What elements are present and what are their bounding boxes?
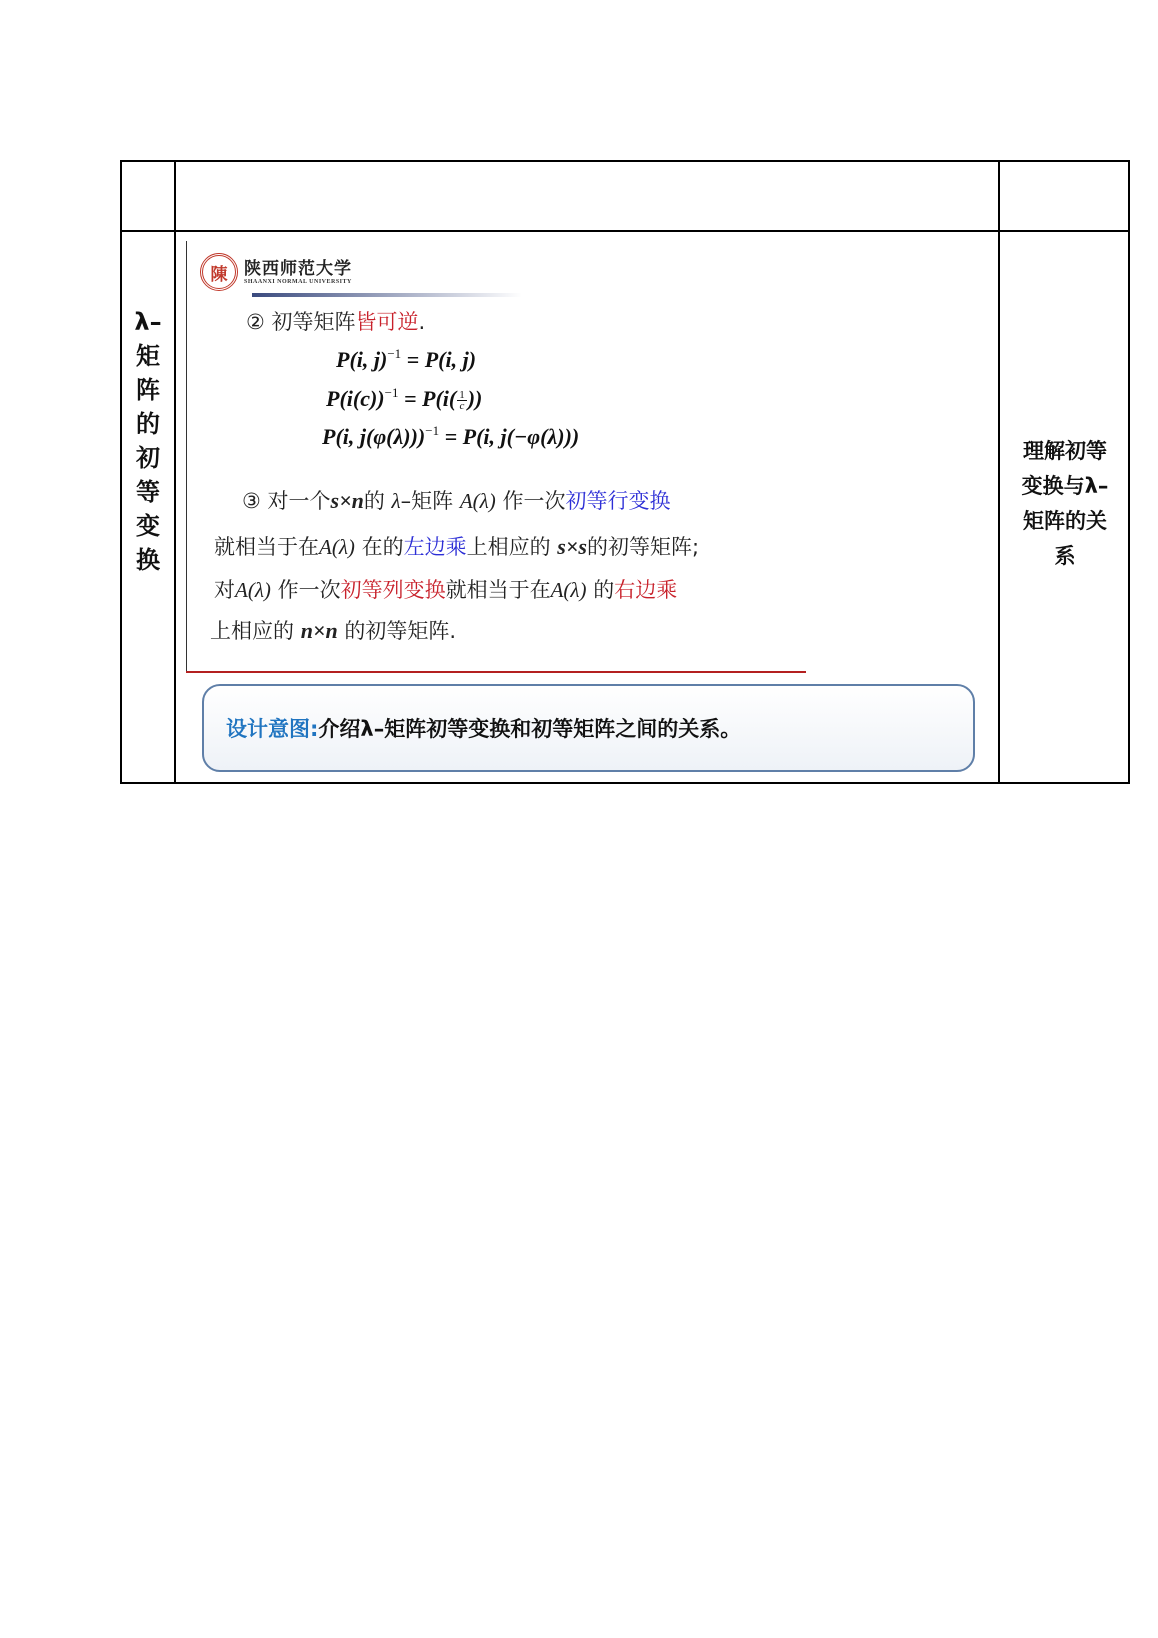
formula-swap: P(i, j)$^{-1}$ = P(i, j) <box>336 346 477 372</box>
topic-char: 矩 <box>136 342 160 370</box>
topic-cell <box>122 305 174 577</box>
topic-char: 的 <box>136 410 160 438</box>
goal-line: 矩阵的关 <box>1023 509 1107 533</box>
topic-char: 阵 <box>136 376 160 404</box>
column-divider <box>174 162 176 782</box>
design-intent-label: 设计意图: <box>226 717 319 741</box>
item-3-line-2: 就相当于在A(λ) 在的左边乘上相应的 s×s的初等矩阵; <box>214 534 700 559</box>
item-3-line-1: ③ 对一个s×n的 λ–矩阵 A(λ) 作一次初等行变换 <box>242 488 671 513</box>
topic-char: 换 <box>136 546 160 574</box>
topic-char: λ– <box>134 308 162 336</box>
goal-line: 理解初等 <box>1023 439 1107 463</box>
formula-scale: $P(i(c))^{-1} = P(i$( $\frac{1}{c}$ )) <box>326 385 483 413</box>
goal-line: 系 <box>1054 544 1076 568</box>
item-2: ② 初等矩阵皆可逆. <box>246 310 426 334</box>
logo-underline <box>252 293 522 297</box>
item-3-line-3: 对A(λ) 作一次初等列变换就相当于在A(λ) 的右边乘 <box>214 578 678 602</box>
emphasis-invertible: 皆可逆 <box>355 310 419 334</box>
goal-line: 变换与λ– <box>1021 474 1109 498</box>
topic-char: 变 <box>136 512 160 540</box>
logo-name-cn: 陕西师范大学 <box>244 259 352 279</box>
logo-name-en: SHAANXI NORMAL UNIVERSITY <box>244 279 352 285</box>
row-divider <box>122 230 1128 232</box>
slide-bottom-rule <box>186 671 806 673</box>
design-intent-text: 介绍λ–矩阵初等变换和初等矩阵之间的关系。 <box>318 717 742 741</box>
slide-left-rule <box>186 241 187 673</box>
university-seal-icon: 陳 <box>200 253 238 291</box>
design-intent-box <box>202 684 975 772</box>
slide-image <box>186 241 810 673</box>
university-logo <box>200 253 352 291</box>
formula-add: P(i, j(φ(λ)))$^{-1}$ = P(i, j(−φ(λ))) <box>322 423 580 449</box>
topic-char: 初 <box>136 444 160 472</box>
item-3-line-4: 上相应的 n×n 的初等矩阵. <box>210 618 457 643</box>
goal-cell <box>1000 434 1130 574</box>
topic-char: 等 <box>136 478 160 506</box>
lesson-table <box>120 160 1130 784</box>
